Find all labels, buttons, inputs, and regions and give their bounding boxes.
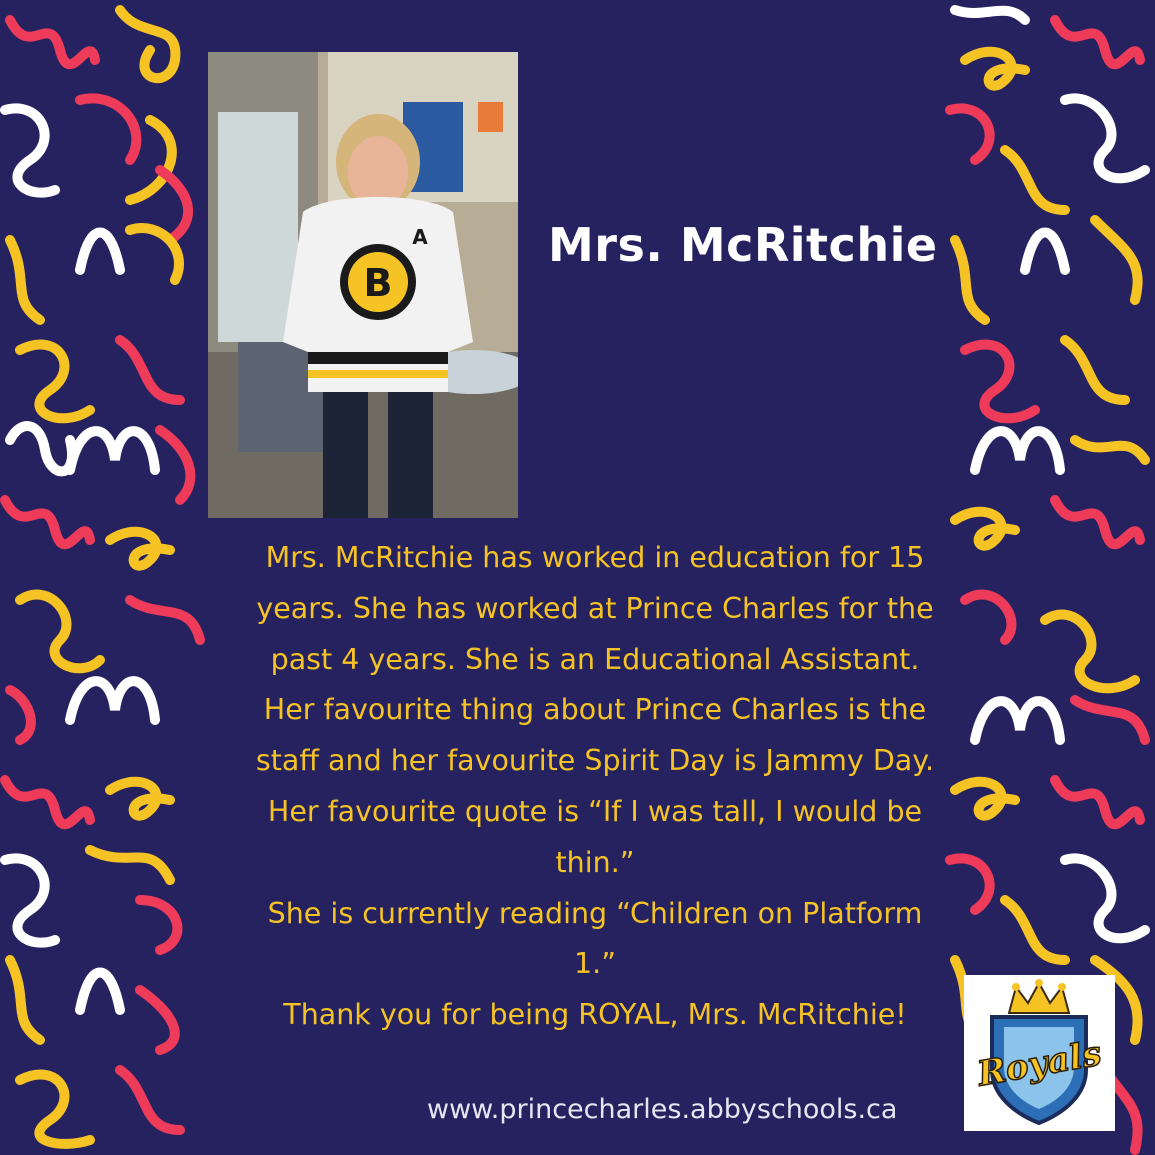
bio-line: Thank you for being ROYAL, Mrs. McRitchie! [283, 998, 907, 1032]
bio-line: years. She has worked at Prince Charles for the [256, 591, 934, 625]
jersey-captain-letter: A [412, 225, 428, 249]
royals-logo [964, 975, 1115, 1131]
royals-logo-text: Royals [974, 1033, 1105, 1095]
bio-line: Her favourite quote is “If I was tall, I would be [267, 794, 923, 828]
bio-line: thin.” [555, 845, 635, 879]
jersey-logo-letter: B [363, 261, 393, 305]
left-squiggle-decoration [0, 0, 210, 1155]
bio-line: 1.” [574, 947, 616, 981]
bio-text [220, 533, 970, 1041]
bio-line: past 4 years. She is an Educational Assistant. [270, 642, 920, 676]
staff-photo [208, 52, 518, 518]
bio-line: Mrs. McRitchie has worked in education for 15 [265, 541, 925, 574]
staff-photo-illustration [208, 52, 518, 518]
bio-line: Her favourite thing about Prince Charles is the [263, 693, 927, 727]
bio-line: She is currently reading “Children on Platform [267, 896, 923, 930]
royals-logo-graphic [964, 975, 1115, 1131]
website-link[interactable]: www.princecharles.abbyschools.ca [427, 1094, 898, 1125]
bio-line: staff and her favourite Spirit Day is Jammy Day. [255, 744, 935, 778]
page-title: Mrs. McRitchie [548, 218, 938, 272]
